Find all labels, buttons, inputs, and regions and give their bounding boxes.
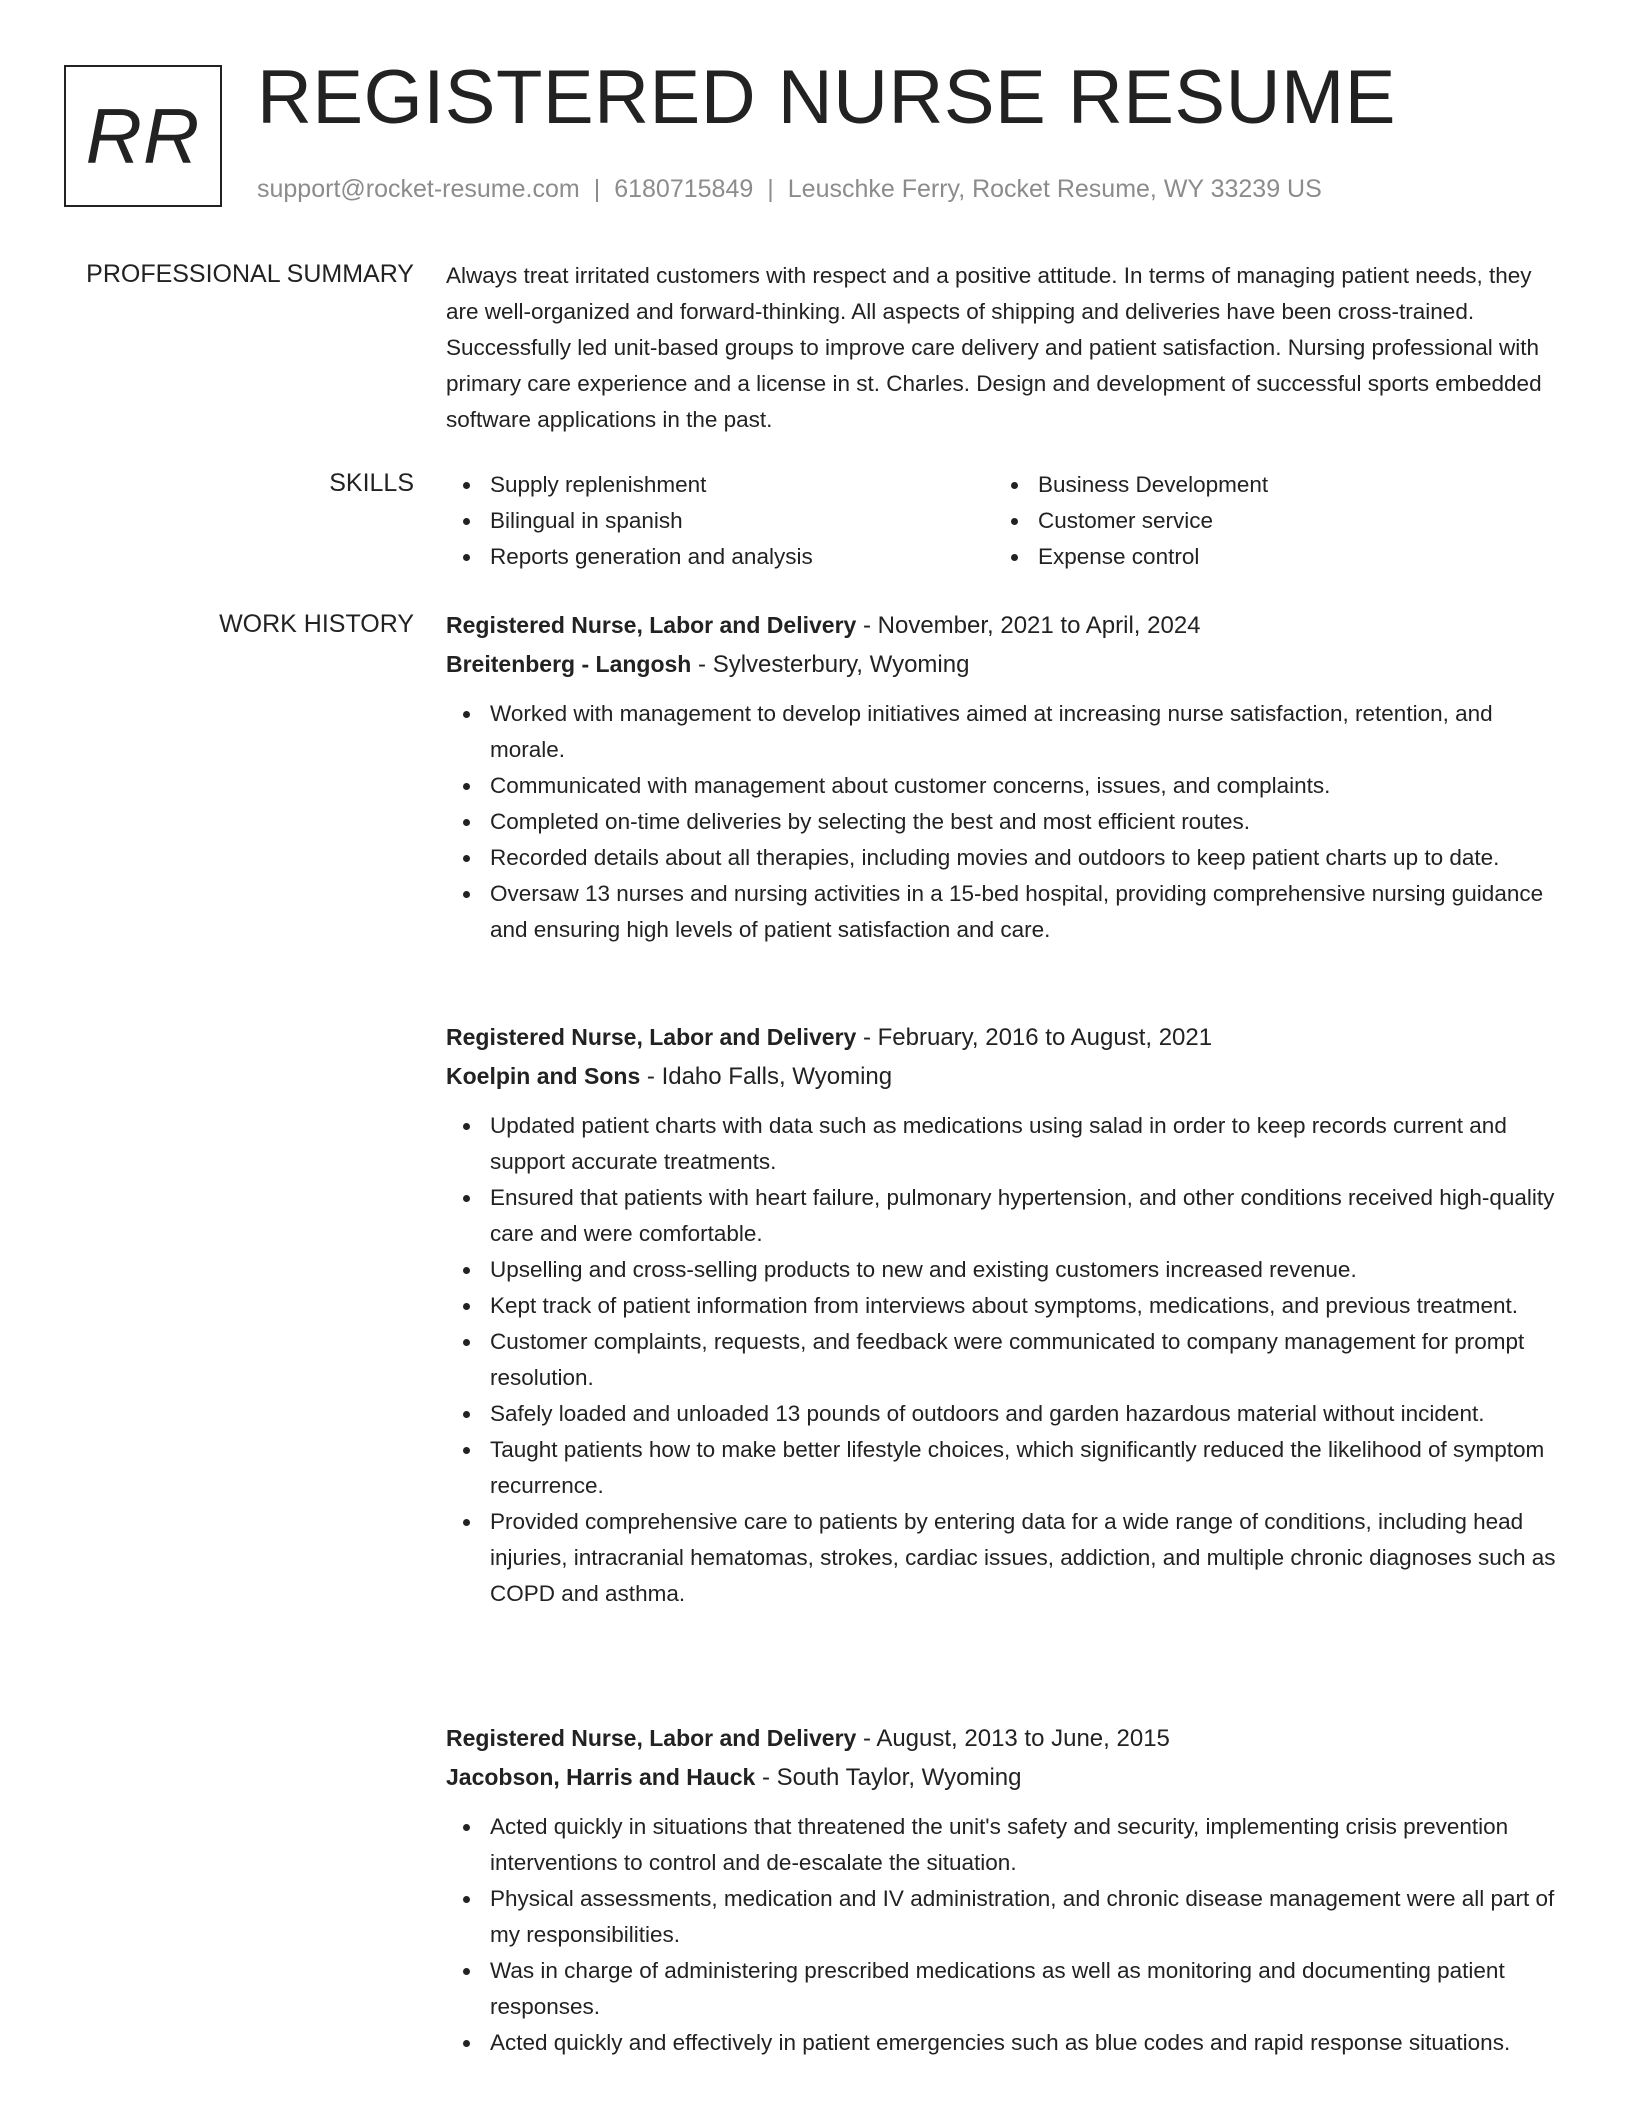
monogram-box — [64, 65, 222, 207]
job-bullet: Kept track of patient information from interviews about symptoms, medications, and previous treatment. — [446, 1288, 1564, 1324]
job-bullet: Oversaw 13 nurses and nursing activities in a 15-bed hospital, providing comprehensive nursing guidance and ensuring high levels of patient satisfaction and care. — [446, 876, 1564, 948]
skill-item: Bilingual in spanish — [446, 503, 994, 539]
skill-item: Business Development — [994, 467, 1542, 503]
job-title-line — [446, 1719, 1564, 1758]
job-bullet: Physical assessments, medication and IV administration, and chronic disease management were all part of my responsibilities. — [446, 1881, 1564, 1953]
resume-title: REGISTERED NURSE RESUME — [257, 55, 1396, 140]
job-title: Registered Nurse, Labor and Delivery — [446, 612, 857, 638]
job-bullet: Provided comprehensive care to patients by entering data for a wide range of conditions, including head injuries, intracranial hematomas, strokes, cardiac issues, addiction, and multiple chronic diagnoses such as COPD and asthma. — [446, 1504, 1564, 1612]
job-dates: - November, 2021 to April, 2024 — [856, 612, 1201, 639]
job-company: Jacobson, Harris and Hauck — [446, 1764, 756, 1790]
skill-item: Reports generation and analysis — [446, 539, 994, 575]
summary-body — [446, 258, 1564, 438]
job-location: - South Taylor, Wyoming — [755, 1764, 1022, 1791]
job-bullet: Recorded details about all therapies, including movies and outdoors to keep patient charts up to date. — [446, 840, 1564, 876]
contact-line — [257, 174, 1322, 204]
contact-separator: | — [767, 175, 774, 203]
skill-item: Expense control — [994, 539, 1542, 575]
skills-list — [446, 467, 1564, 575]
contact-phone: 6180715849 — [614, 175, 754, 203]
job-company-line — [446, 1057, 1564, 1096]
job-bullet: Ensured that patients with heart failure, pulmonary hypertension, and other conditions received high-quality care and were comfortable. — [446, 1180, 1564, 1252]
skill-item: Supply replenishment — [446, 467, 994, 503]
job-entry — [446, 1719, 1564, 2061]
job-bullet: Worked with management to develop initiatives aimed at increasing nurse satisfaction, retention, and morale. — [446, 696, 1564, 768]
job-bullet-list — [446, 1809, 1564, 2061]
job-dates: - August, 2013 to June, 2015 — [856, 1725, 1170, 1752]
job-title: Registered Nurse, Labor and Delivery — [446, 1725, 857, 1751]
job-bullet: Upselling and cross-selling products to new and existing customers increased revenue. — [446, 1252, 1564, 1288]
job-title: Registered Nurse, Labor and Delivery — [446, 1024, 857, 1050]
skills-heading: SKILLS — [329, 469, 414, 497]
job-bullet-list — [446, 696, 1564, 948]
summary-text: Always treat irritated customers with respect and a positive attitude. In terms of managing patient needs, they are well-organized and forward-thinking. All aspects of shipping and deliveries have been cross-trained. Successfully led unit-based groups to improve care delivery and patient satisfaction. Nursing professional with primary care experience and a license in st. Charles. Design and development of successful sports embedded software applications in the past. — [446, 263, 1542, 432]
job-company-line — [446, 1758, 1564, 1797]
job-bullet: Updated patient charts with data such as medications using salad in order to keep records current and support accurate treatments. — [446, 1108, 1564, 1180]
summary-heading: PROFESSIONAL SUMMARY — [86, 260, 414, 288]
job-bullet: Customer complaints, requests, and feedback were communicated to company management for prompt resolution. — [446, 1324, 1564, 1396]
job-location: - Sylvesterbury, Wyoming — [691, 651, 970, 678]
job-bullet: Was in charge of administering prescribed medications as well as monitoring and documenting patient responses. — [446, 1953, 1564, 2025]
job-bullet: Safely loaded and unloaded 13 pounds of outdoors and garden hazardous material without incident. — [446, 1396, 1564, 1432]
skills-body — [446, 467, 1564, 575]
job-bullet: Acted quickly and effectively in patient emergencies such as blue codes and rapid response situations. — [446, 2025, 1564, 2061]
job-dates: - February, 2016 to August, 2021 — [856, 1024, 1213, 1051]
skill-item: Customer service — [994, 503, 1542, 539]
job-company: Breitenberg - Langosh — [446, 651, 692, 677]
job-company-line — [446, 645, 1564, 684]
work-history-heading: WORK HISTORY — [219, 610, 414, 638]
job-company: Koelpin and Sons — [446, 1063, 641, 1089]
job-bullet-list — [446, 1108, 1564, 1612]
job-title-line — [446, 606, 1564, 645]
job-title-line — [446, 1018, 1564, 1057]
job-location: - Idaho Falls, Wyoming — [640, 1063, 893, 1090]
job-bullet: Acted quickly in situations that threatened the unit's safety and security, implementing crisis prevention interventions to control and de-escalate the situation. — [446, 1809, 1564, 1881]
job-bullet: Communicated with management about customer concerns, issues, and complaints. — [446, 768, 1564, 804]
job-entry — [446, 1018, 1564, 1612]
job-bullet: Completed on-time deliveries by selecting the best and most efficient routes. — [446, 804, 1564, 840]
contact-separator: | — [593, 175, 601, 203]
monogram-initials: RR — [85, 92, 201, 180]
job-entry — [446, 606, 1564, 948]
contact-address: Leuschke Ferry, Rocket Resume, WY 33239 US — [787, 175, 1322, 203]
contact-email: support@rocket-resume.com — [257, 175, 580, 203]
job-bullet: Taught patients how to make better lifestyle choices, which significantly reduced the likelihood of symptom recurrence. — [446, 1432, 1564, 1504]
